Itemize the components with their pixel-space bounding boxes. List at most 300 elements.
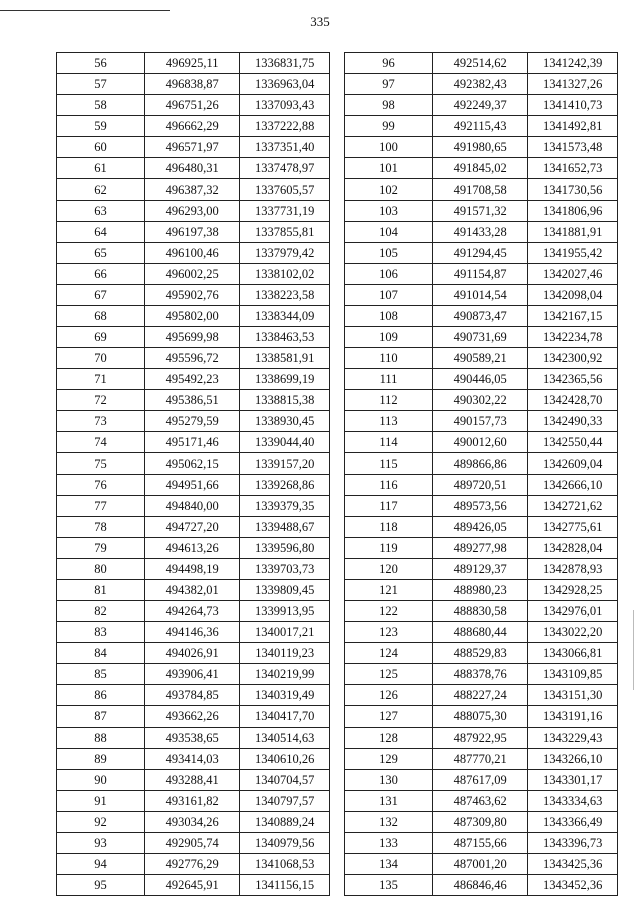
x-coordinate-cell: 490012,60	[433, 432, 528, 453]
x-coordinate-cell: 492776,29	[144, 853, 239, 874]
x-coordinate-cell: 494951,66	[144, 474, 239, 495]
point-number-cell: 127	[345, 706, 433, 727]
point-number-cell: 107	[345, 284, 433, 305]
table-row	[57, 116, 330, 137]
table-row	[57, 643, 330, 664]
y-coordinate-cell: 1341881,91	[528, 221, 618, 242]
table-row	[57, 706, 330, 727]
table-row	[57, 137, 330, 158]
table-row	[57, 390, 330, 411]
y-coordinate-cell: 1339157,20	[240, 453, 330, 474]
x-coordinate-cell: 496197,38	[144, 221, 239, 242]
table-row	[57, 769, 330, 790]
x-coordinate-cell: 494026,91	[144, 643, 239, 664]
table-row	[57, 537, 330, 558]
point-number-cell: 86	[57, 685, 145, 706]
point-number-cell: 130	[345, 769, 433, 790]
y-coordinate-cell: 1340514,63	[240, 727, 330, 748]
point-number-cell: 96	[345, 53, 433, 74]
table-row	[345, 790, 618, 811]
y-coordinate-cell: 1338102,02	[240, 263, 330, 284]
x-coordinate-cell: 496387,32	[144, 179, 239, 200]
table-row	[57, 474, 330, 495]
point-number-cell: 89	[57, 748, 145, 769]
point-number-cell: 116	[345, 474, 433, 495]
y-coordinate-cell: 1342878,93	[528, 558, 618, 579]
point-number-cell: 71	[57, 369, 145, 390]
y-coordinate-cell: 1342234,78	[528, 327, 618, 348]
x-coordinate-cell: 495062,15	[144, 453, 239, 474]
x-coordinate-cell: 493288,41	[144, 769, 239, 790]
x-coordinate-cell: 491014,54	[433, 284, 528, 305]
point-number-cell: 118	[345, 516, 433, 537]
point-number-cell: 105	[345, 242, 433, 263]
x-coordinate-cell: 488378,76	[433, 664, 528, 685]
y-coordinate-cell: 1338699,19	[240, 369, 330, 390]
y-coordinate-cell: 1340119,23	[240, 643, 330, 664]
point-number-cell: 83	[57, 622, 145, 643]
table-row	[57, 495, 330, 516]
x-coordinate-cell: 487155,66	[433, 832, 528, 853]
table-row	[345, 116, 618, 137]
x-coordinate-cell: 490589,21	[433, 348, 528, 369]
y-coordinate-cell: 1337855,81	[240, 221, 330, 242]
table-row	[345, 411, 618, 432]
point-number-cell: 91	[57, 790, 145, 811]
x-coordinate-cell: 489277,98	[433, 537, 528, 558]
y-coordinate-cell: 1337478,97	[240, 158, 330, 179]
table-row	[345, 769, 618, 790]
point-number-cell: 95	[57, 875, 145, 896]
table-row	[57, 74, 330, 95]
x-coordinate-cell: 486846,46	[433, 875, 528, 896]
y-coordinate-cell: 1340017,21	[240, 622, 330, 643]
point-number-cell: 97	[345, 74, 433, 95]
point-number-cell: 65	[57, 242, 145, 263]
table-row	[57, 369, 330, 390]
y-coordinate-cell: 1338463,53	[240, 327, 330, 348]
table-row	[57, 579, 330, 600]
y-coordinate-cell: 1337351,40	[240, 137, 330, 158]
table-row	[345, 74, 618, 95]
point-number-cell: 106	[345, 263, 433, 284]
coordinates-table-right	[344, 52, 618, 896]
x-coordinate-cell: 496100,46	[144, 242, 239, 263]
y-coordinate-cell: 1341573,48	[528, 137, 618, 158]
table-row	[345, 706, 618, 727]
point-number-cell: 101	[345, 158, 433, 179]
table-row	[345, 622, 618, 643]
y-coordinate-cell: 1337093,43	[240, 95, 330, 116]
x-coordinate-cell: 493662,26	[144, 706, 239, 727]
point-number-cell: 114	[345, 432, 433, 453]
x-coordinate-cell: 493784,85	[144, 685, 239, 706]
point-number-cell: 100	[345, 137, 433, 158]
x-coordinate-cell: 495596,72	[144, 348, 239, 369]
y-coordinate-cell: 1343191,16	[528, 706, 618, 727]
y-coordinate-cell: 1340797,57	[240, 790, 330, 811]
table-row	[57, 516, 330, 537]
x-coordinate-cell: 487617,09	[433, 769, 528, 790]
table-row	[57, 327, 330, 348]
x-coordinate-cell: 489866,86	[433, 453, 528, 474]
y-coordinate-cell: 1342098,04	[528, 284, 618, 305]
x-coordinate-cell: 495279,59	[144, 411, 239, 432]
point-number-cell: 115	[345, 453, 433, 474]
x-coordinate-cell: 496925,11	[144, 53, 239, 74]
y-coordinate-cell: 1342167,15	[528, 305, 618, 326]
table-row	[57, 790, 330, 811]
table-row	[57, 158, 330, 179]
table-row	[57, 411, 330, 432]
point-number-cell: 81	[57, 579, 145, 600]
x-coordinate-cell: 492514,62	[433, 53, 528, 74]
y-coordinate-cell: 1339913,95	[240, 601, 330, 622]
y-coordinate-cell: 1343022,20	[528, 622, 618, 643]
y-coordinate-cell: 1338815,38	[240, 390, 330, 411]
table-row	[57, 853, 330, 874]
point-number-cell: 128	[345, 727, 433, 748]
table-row	[345, 453, 618, 474]
y-coordinate-cell: 1342428,70	[528, 390, 618, 411]
y-coordinate-cell: 1343229,43	[528, 727, 618, 748]
x-coordinate-cell: 488529,83	[433, 643, 528, 664]
point-number-cell: 121	[345, 579, 433, 600]
point-number-cell: 109	[345, 327, 433, 348]
point-number-cell: 93	[57, 832, 145, 853]
x-coordinate-cell: 489720,51	[433, 474, 528, 495]
point-number-cell: 70	[57, 348, 145, 369]
table-row	[57, 453, 330, 474]
y-coordinate-cell: 1339488,67	[240, 516, 330, 537]
x-coordinate-cell: 494840,00	[144, 495, 239, 516]
y-coordinate-cell: 1343066,81	[528, 643, 618, 664]
point-number-cell: 69	[57, 327, 145, 348]
point-number-cell: 61	[57, 158, 145, 179]
y-coordinate-cell: 1340704,57	[240, 769, 330, 790]
table-row	[57, 221, 330, 242]
page-number: 335	[310, 14, 330, 29]
point-number-cell: 88	[57, 727, 145, 748]
y-coordinate-cell: 1338930,45	[240, 411, 330, 432]
y-coordinate-cell: 1343396,73	[528, 832, 618, 853]
y-coordinate-cell: 1337605,57	[240, 179, 330, 200]
point-number-cell: 68	[57, 305, 145, 326]
point-number-cell: 124	[345, 643, 433, 664]
table-row	[345, 853, 618, 874]
point-number-cell: 62	[57, 179, 145, 200]
table-row	[345, 748, 618, 769]
table-row	[57, 727, 330, 748]
point-number-cell: 64	[57, 221, 145, 242]
table-row	[345, 516, 618, 537]
table-row	[57, 748, 330, 769]
x-coordinate-cell: 494146,36	[144, 622, 239, 643]
x-coordinate-cell: 488830,58	[433, 601, 528, 622]
y-coordinate-cell: 1343366,49	[528, 811, 618, 832]
x-coordinate-cell: 493161,82	[144, 790, 239, 811]
y-coordinate-cell: 1341068,53	[240, 853, 330, 874]
table-row	[345, 432, 618, 453]
table-row	[57, 242, 330, 263]
point-number-cell: 135	[345, 875, 433, 896]
y-coordinate-cell: 1339044,40	[240, 432, 330, 453]
x-coordinate-cell: 492905,74	[144, 832, 239, 853]
point-number-cell: 122	[345, 601, 433, 622]
x-coordinate-cell: 496751,26	[144, 95, 239, 116]
y-coordinate-cell: 1339596,80	[240, 537, 330, 558]
point-number-cell: 99	[345, 116, 433, 137]
y-coordinate-cell: 1342609,04	[528, 453, 618, 474]
table-row	[345, 305, 618, 326]
y-coordinate-cell: 1340319,49	[240, 685, 330, 706]
x-coordinate-cell: 492382,43	[433, 74, 528, 95]
point-number-cell: 103	[345, 200, 433, 221]
point-number-cell: 132	[345, 811, 433, 832]
y-coordinate-cell: 1338344,09	[240, 305, 330, 326]
table-row	[57, 432, 330, 453]
point-number-cell: 72	[57, 390, 145, 411]
table-row	[57, 263, 330, 284]
point-number-cell: 111	[345, 369, 433, 390]
x-coordinate-cell: 496480,31	[144, 158, 239, 179]
point-number-cell: 85	[57, 664, 145, 685]
x-coordinate-cell: 489129,37	[433, 558, 528, 579]
y-coordinate-cell: 1342928,25	[528, 579, 618, 600]
x-coordinate-cell: 488680,44	[433, 622, 528, 643]
x-coordinate-cell: 496838,87	[144, 74, 239, 95]
table-row	[345, 158, 618, 179]
y-coordinate-cell: 1342550,44	[528, 432, 618, 453]
point-number-cell: 73	[57, 411, 145, 432]
point-number-cell: 123	[345, 622, 433, 643]
x-coordinate-cell: 487001,20	[433, 853, 528, 874]
y-coordinate-cell: 1338223,58	[240, 284, 330, 305]
y-coordinate-cell: 1342721,62	[528, 495, 618, 516]
point-number-cell: 67	[57, 284, 145, 305]
table-row	[57, 284, 330, 305]
point-number-cell: 119	[345, 537, 433, 558]
point-number-cell: 131	[345, 790, 433, 811]
y-coordinate-cell: 1342365,56	[528, 369, 618, 390]
y-coordinate-cell: 1341730,56	[528, 179, 618, 200]
x-coordinate-cell: 487463,62	[433, 790, 528, 811]
table-row	[345, 875, 618, 896]
y-coordinate-cell: 1343266,10	[528, 748, 618, 769]
x-coordinate-cell: 487922,95	[433, 727, 528, 748]
y-coordinate-cell: 1340219,99	[240, 664, 330, 685]
table-row	[57, 832, 330, 853]
scan-edge-mark	[633, 610, 634, 690]
point-number-cell: 134	[345, 853, 433, 874]
point-number-cell: 75	[57, 453, 145, 474]
x-coordinate-cell: 491154,87	[433, 263, 528, 284]
table-row	[57, 664, 330, 685]
y-coordinate-cell: 1340610,26	[240, 748, 330, 769]
point-number-cell: 133	[345, 832, 433, 853]
point-number-cell: 59	[57, 116, 145, 137]
point-number-cell: 76	[57, 474, 145, 495]
x-coordinate-cell: 490446,05	[433, 369, 528, 390]
y-coordinate-cell: 1342976,01	[528, 601, 618, 622]
x-coordinate-cell: 490302,22	[433, 390, 528, 411]
table-row	[345, 558, 618, 579]
x-coordinate-cell: 492645,91	[144, 875, 239, 896]
x-coordinate-cell: 496002,25	[144, 263, 239, 284]
y-coordinate-cell: 1342775,61	[528, 516, 618, 537]
y-coordinate-cell: 1341955,42	[528, 242, 618, 263]
point-number-cell: 79	[57, 537, 145, 558]
y-coordinate-cell: 1341327,26	[528, 74, 618, 95]
x-coordinate-cell: 496662,29	[144, 116, 239, 137]
table-row	[345, 390, 618, 411]
point-number-cell: 102	[345, 179, 433, 200]
y-coordinate-cell: 1341806,96	[528, 200, 618, 221]
x-coordinate-cell: 487770,21	[433, 748, 528, 769]
y-coordinate-cell: 1339809,45	[240, 579, 330, 600]
point-number-cell: 98	[345, 95, 433, 116]
point-number-cell: 125	[345, 664, 433, 685]
table-row	[345, 221, 618, 242]
x-coordinate-cell: 495492,23	[144, 369, 239, 390]
point-number-cell: 87	[57, 706, 145, 727]
y-coordinate-cell: 1343151,30	[528, 685, 618, 706]
x-coordinate-cell: 492249,37	[433, 95, 528, 116]
y-coordinate-cell: 1342828,04	[528, 537, 618, 558]
header-rule	[0, 10, 170, 11]
y-coordinate-cell: 1341242,39	[528, 53, 618, 74]
table-row	[57, 601, 330, 622]
point-number-cell: 57	[57, 74, 145, 95]
x-coordinate-cell: 494613,26	[144, 537, 239, 558]
y-coordinate-cell: 1343301,17	[528, 769, 618, 790]
y-coordinate-cell: 1337222,88	[240, 116, 330, 137]
y-coordinate-cell: 1340979,56	[240, 832, 330, 853]
x-coordinate-cell: 494382,01	[144, 579, 239, 600]
y-coordinate-cell: 1338581,91	[240, 348, 330, 369]
table-row	[345, 832, 618, 853]
y-coordinate-cell: 1343334,63	[528, 790, 618, 811]
point-number-cell: 112	[345, 390, 433, 411]
point-number-cell: 77	[57, 495, 145, 516]
point-number-cell: 90	[57, 769, 145, 790]
y-coordinate-cell: 1339703,73	[240, 558, 330, 579]
table-row	[57, 53, 330, 74]
table-row	[345, 200, 618, 221]
table-row	[57, 95, 330, 116]
y-coordinate-cell: 1340889,24	[240, 811, 330, 832]
x-coordinate-cell: 491433,28	[433, 221, 528, 242]
point-number-cell: 117	[345, 495, 433, 516]
table-row	[345, 579, 618, 600]
point-number-cell: 120	[345, 558, 433, 579]
table-row	[345, 495, 618, 516]
x-coordinate-cell: 491571,32	[433, 200, 528, 221]
y-coordinate-cell: 1342490,33	[528, 411, 618, 432]
table-row	[345, 284, 618, 305]
x-coordinate-cell: 495171,46	[144, 432, 239, 453]
table-row	[345, 95, 618, 116]
point-number-cell: 104	[345, 221, 433, 242]
y-coordinate-cell: 1343452,36	[528, 875, 618, 896]
y-coordinate-cell: 1337731,19	[240, 200, 330, 221]
x-coordinate-cell: 488227,24	[433, 685, 528, 706]
table-row	[57, 685, 330, 706]
table-row	[345, 537, 618, 558]
table-row	[345, 179, 618, 200]
point-number-cell: 58	[57, 95, 145, 116]
coordinates-table-left	[56, 52, 330, 896]
point-number-cell: 92	[57, 811, 145, 832]
x-coordinate-cell: 494727,20	[144, 516, 239, 537]
table-row	[57, 200, 330, 221]
table-row	[345, 601, 618, 622]
point-number-cell: 94	[57, 853, 145, 874]
table-row	[57, 622, 330, 643]
table-row	[345, 327, 618, 348]
point-number-cell: 78	[57, 516, 145, 537]
x-coordinate-cell: 489426,05	[433, 516, 528, 537]
point-number-cell: 66	[57, 263, 145, 284]
table-row	[345, 242, 618, 263]
y-coordinate-cell: 1339379,35	[240, 495, 330, 516]
x-coordinate-cell: 493034,26	[144, 811, 239, 832]
x-coordinate-cell: 493906,41	[144, 664, 239, 685]
table-row	[345, 263, 618, 284]
point-number-cell: 110	[345, 348, 433, 369]
table-row	[57, 348, 330, 369]
point-number-cell: 80	[57, 558, 145, 579]
x-coordinate-cell: 495802,00	[144, 305, 239, 326]
x-coordinate-cell: 492115,43	[433, 116, 528, 137]
table-row	[57, 811, 330, 832]
y-coordinate-cell: 1339268,86	[240, 474, 330, 495]
x-coordinate-cell: 493538,65	[144, 727, 239, 748]
table-row	[57, 305, 330, 326]
y-coordinate-cell: 1336831,75	[240, 53, 330, 74]
x-coordinate-cell: 495902,76	[144, 284, 239, 305]
x-coordinate-cell: 491980,65	[433, 137, 528, 158]
x-coordinate-cell: 494498,19	[144, 558, 239, 579]
table-row	[345, 664, 618, 685]
y-coordinate-cell: 1342300,92	[528, 348, 618, 369]
point-number-cell: 82	[57, 601, 145, 622]
y-coordinate-cell: 1343425,36	[528, 853, 618, 874]
table-row	[345, 811, 618, 832]
x-coordinate-cell: 489573,56	[433, 495, 528, 516]
x-coordinate-cell: 488980,23	[433, 579, 528, 600]
table-row	[345, 643, 618, 664]
point-number-cell: 126	[345, 685, 433, 706]
point-number-cell: 56	[57, 53, 145, 74]
point-number-cell: 74	[57, 432, 145, 453]
x-coordinate-cell: 496293,00	[144, 200, 239, 221]
y-coordinate-cell: 1342666,10	[528, 474, 618, 495]
y-coordinate-cell: 1337979,42	[240, 242, 330, 263]
x-coordinate-cell: 491708,58	[433, 179, 528, 200]
table-row	[345, 348, 618, 369]
table-row	[345, 369, 618, 390]
x-coordinate-cell: 496571,97	[144, 137, 239, 158]
table-row	[57, 875, 330, 896]
table-row	[57, 558, 330, 579]
point-number-cell: 108	[345, 305, 433, 326]
y-coordinate-cell: 1341410,73	[528, 95, 618, 116]
table-row	[345, 474, 618, 495]
table-row	[345, 53, 618, 74]
y-coordinate-cell: 1340417,70	[240, 706, 330, 727]
x-coordinate-cell: 490157,73	[433, 411, 528, 432]
